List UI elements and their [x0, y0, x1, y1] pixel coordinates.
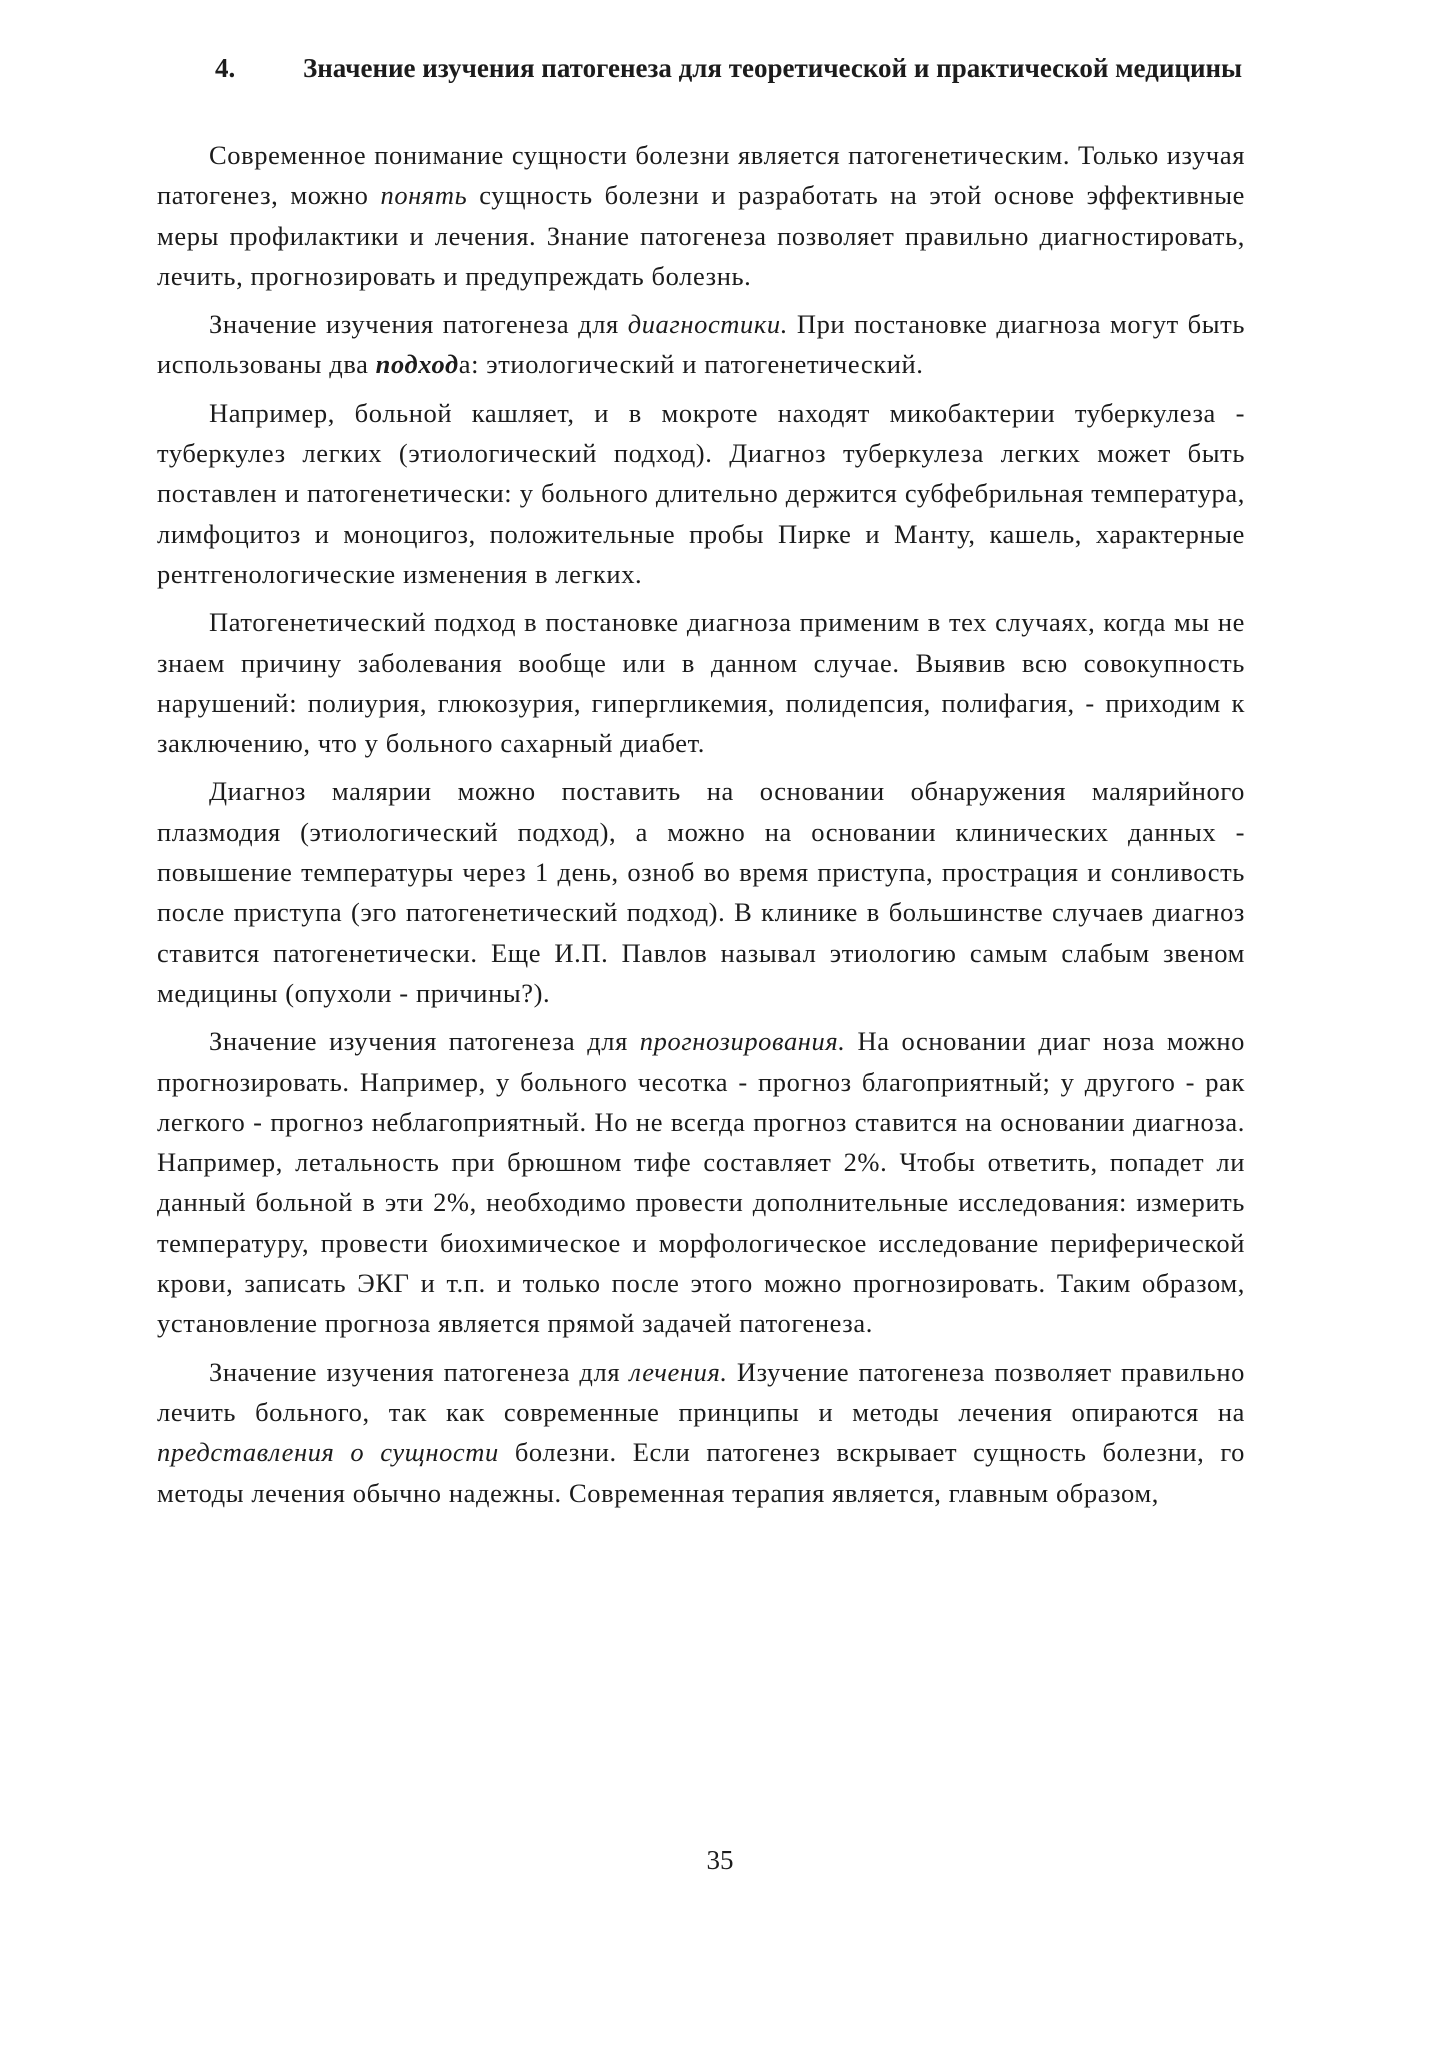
- document-page: [157, 50, 1245, 1521]
- text-run: Значение изучения патогенеза для: [209, 309, 628, 340]
- text-run: а: этиологический и патогенетический.: [458, 349, 924, 380]
- italic-run: диагностики.: [627, 309, 788, 340]
- paragraph-6: [157, 1021, 1245, 1343]
- paragraph-2: [157, 304, 1245, 385]
- text-run: На основании диаг ноза можно прогнозировать. Например, у больного чесотка - прогноз благоприятный; у другого - рак легкого - прогноз неблагоприятный. Но не всегда прогноз ставится на основании диагноза. Например, летальность при брюшном тифе составляет 2%. Чтобы ответить, попадет ли данный больной в эти 2%, необходимо провести дополнительные исследования: измерить температуру, провести биохимическое и морфологическое исследование периферической крови, записать ЭКГ и т.п. и только после этого можно прогнозировать. Таким образом, установление прогноза является прямой задачей патогенеза.: [157, 1026, 1245, 1339]
- italic-run: представления о сущности: [157, 1437, 499, 1468]
- paragraph-4: Патогенетический подход в постановке диагноза применим в тех случаях, когда мы не знаем причину заболевания вообще или в данном случае. Выявив всю совокупность нарушений: полиурия, глюкозурия, гипергликемия, полидепсия, полифагия, - приходим к заключению, что у больного сахарный диабет.: [157, 607, 1245, 759]
- section-number: 4.: [215, 53, 236, 83]
- section-heading: [157, 50, 1245, 87]
- text-run: Значение изучения патогенеза для: [209, 1026, 640, 1057]
- text-run: сущность болезни и разработать на этой основе эффективные меры профилактики и лечения. Знание патогенеза позволяет правильно диагностировать, лечить, прогнозировать и предупреждать болезнь.: [157, 180, 1245, 291]
- section-title: Значение изучения патогенеза для теоретической и практической медицины: [303, 53, 1243, 83]
- italic-run: прогнозирования.: [639, 1026, 846, 1057]
- text-run: Современное понимание сущности болезни является патогенетическим. Только изучая патогенез, можно: [157, 140, 1245, 211]
- page-number: 35: [706, 1845, 734, 1875]
- paragraph-5: Диагноз малярии можно поставить на основании обнаружения малярийного плазмодия (этиологический подход), а можно на основании клинических данных - повышение температуры через 1 день, озноб во время приступа, прострация и сонливость после приступа (эго патогенетический подход). В клинике в большинстве случаев диагноз ставится патогенетически. Еще И.П. Павлов называл этиологию самым слабым звеном медицины (опухоли - причины?).: [157, 776, 1245, 1008]
- text-run: Изучение патогенеза позволяет правильно лечить больного, так как современные принципы и методы лечения опираются на: [157, 1356, 1245, 1427]
- italic-run: лечения.: [629, 1356, 728, 1387]
- bold-italic-run: подход: [375, 349, 459, 380]
- paragraph-7: [157, 1352, 1245, 1513]
- paragraph-3: Например, больной кашляет, и в мокроте находят микобактерии туберкулеза - туберкулез легких (этиологический подход). Диагноз туберкулеза легких может быть поставлен и патогенетически: у больного длительно держится субфебрильная температура, лимфоцитоз и моноцигоз, положительные пробы Пирке и Манту, кашель, характерные рентгенологические изменения в легких.: [157, 397, 1245, 589]
- text-run: болезни. Если патогенез вскрывает сущность болезни, го методы лечения обычно надежны. Современная терапия является, главным образом,: [157, 1437, 1245, 1508]
- paragraph-1: [157, 135, 1245, 296]
- text-run: Значение изучения патогенеза для: [209, 1356, 630, 1387]
- text-run: При постановке диагноза могут быть использованы два: [157, 309, 1246, 380]
- italic-run: понять: [380, 180, 468, 211]
